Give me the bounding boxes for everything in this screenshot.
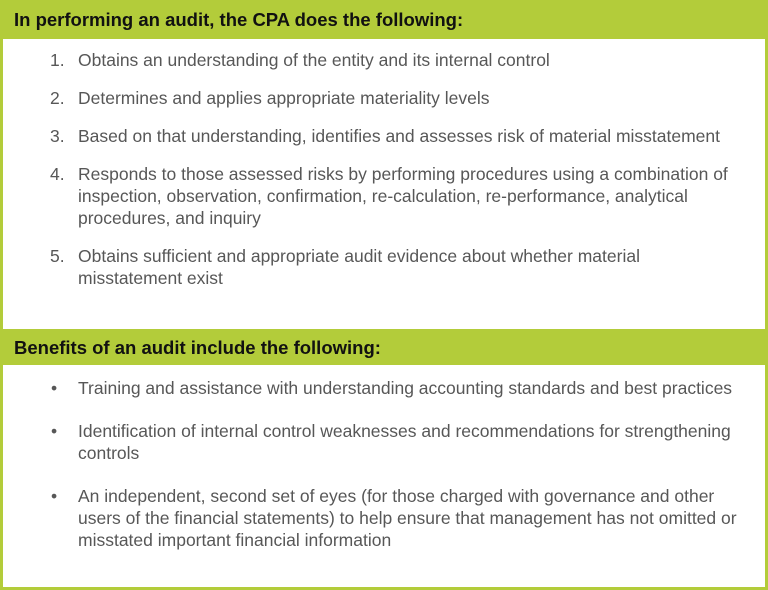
bullet-icon: • <box>51 486 58 506</box>
list-item-text: Responds to those assessed risks by performing procedures using a combination of inspection, observation, confirmation, re-calculation, re-performance, analytical procedures, and inquiry <box>78 164 728 228</box>
list-item <box>3 420 765 464</box>
list-item <box>3 163 765 229</box>
list-item-text: Obtains an understanding of the entity and its internal control <box>78 50 550 70</box>
list-number: 1. <box>50 50 65 70</box>
list-number: 2. <box>50 88 65 108</box>
bullet-icon: • <box>51 378 58 398</box>
list-item-text: An independent, second set of eyes (for those charged with governance and other users of the financial statements) to help ensure that management has not omitted or misstated important financial information <box>78 486 737 550</box>
list-item <box>3 125 765 147</box>
list-item-text: Determines and applies appropriate materiality levels <box>78 88 490 108</box>
list-number: 4. <box>50 164 65 184</box>
audit-benefits-list <box>3 365 765 590</box>
list-item <box>3 485 765 551</box>
list-item-text: Training and assistance with understanding accounting standards and best practices <box>78 378 733 398</box>
audit-steps-list <box>3 39 765 329</box>
list-number: 3. <box>50 126 65 146</box>
list-number: 5. <box>50 246 65 266</box>
section-header-audit-steps: In performing an audit, the CPA does the following: <box>3 3 765 39</box>
list-item-text: Obtains sufficient and appropriate audit evidence about whether material misstatement exist <box>78 246 640 288</box>
list-item-text: Based on that understanding, identifies and assesses risk of material misstatement <box>78 126 721 146</box>
list-item-text: Identification of internal control weaknesses and recommendations for strengthening controls <box>78 421 731 463</box>
list-item <box>3 87 765 109</box>
list-item <box>3 377 765 399</box>
list-item <box>3 245 765 289</box>
list-item <box>3 49 765 71</box>
section-header-audit-benefits: Benefits of an audit include the following: <box>3 329 765 365</box>
bullet-icon: • <box>51 421 58 441</box>
